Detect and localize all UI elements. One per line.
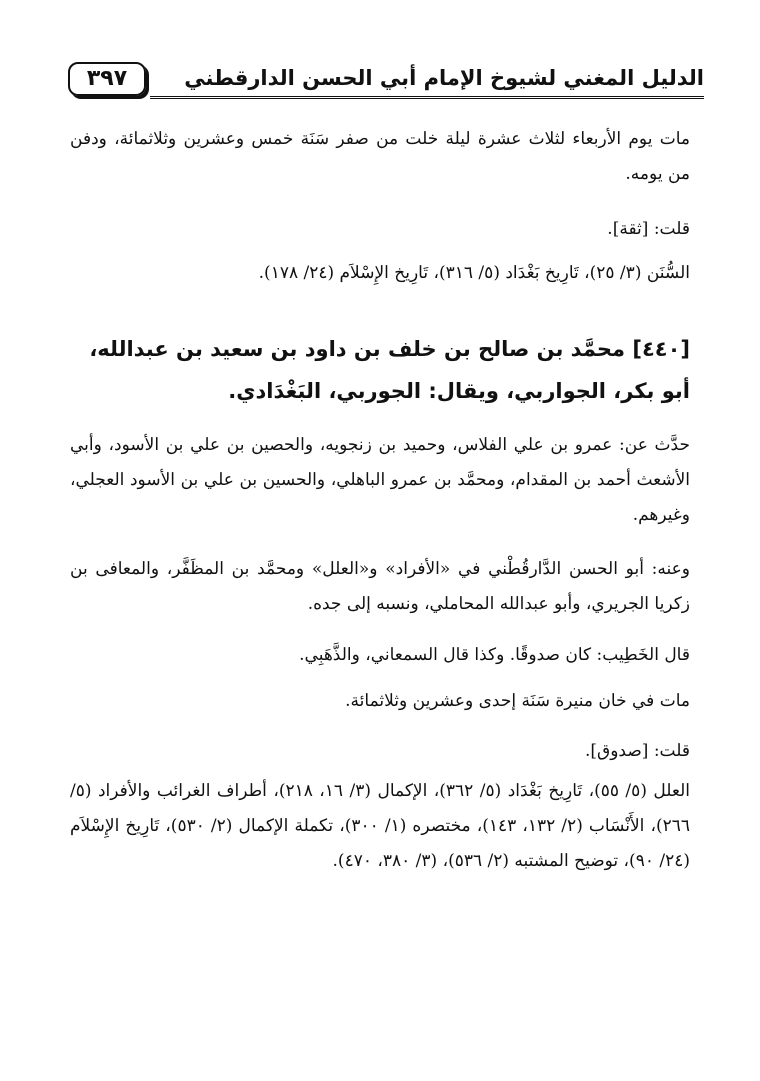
- previous-entry-sources: السُّنَن (٣/ ٢٥)، تَارِيخ بَغْدَاد (٥/ ٣١٦)، تَارِيخ الإِسْلاَم (٢٤/ ١٧٨).: [258, 263, 690, 283]
- page-number: ٣٩٧: [68, 62, 146, 96]
- header-rule: [150, 96, 704, 99]
- entry-death: مات في خان منيرة سَنَة إحدى وعشرين وثلاثمائة.: [345, 691, 690, 711]
- previous-entry-death: مات يوم الأربعاء لثلاث عشرة ليلة خلت من صفر سَنَة خمس وعشرين وثلاثمائة، ودفن من يومه.: [70, 129, 690, 184]
- previous-entry-verdict: قلت: [ثقة].: [607, 219, 690, 239]
- page-header: [68, 58, 704, 100]
- entry-title-line-2: أبو بكر، الجواربي، ويقال: الجوربي، البَغْدَادي.: [228, 379, 690, 403]
- entry-narrated-from: حدَّث عن: عمرو بن علي الفلاس، وحميد بن زنجويه، والحصين بن علي بن الأسود، وأبي الأشعث أحمد بن المقدام، ومحمَّد بن عمرو الباهلي، والحسين بن علي بن الأسود العجلي، وغيرهم.: [70, 435, 690, 525]
- running-title: الدليل المغني لشيوخ الإمام أبي الحسن الدارقطني: [184, 66, 704, 90]
- entry-title-line-1: [٤٤٠] محمَّد بن صالح بن خلف بن داود بن سعيد بن عبدالله،: [89, 337, 690, 361]
- entry-narrators: وعنه: أبو الحسن الدَّارقُطْني في «الأفراد» و«العلل» ومحمَّد بن المظَفَّر، والمعافى بن زكريا الجريري، وأبو عبدالله المحاملي، ونسبه إلى جده.: [70, 559, 690, 614]
- entry-khatib-verdict: قال الخَطِيب: كان صدوقًا. وكذا قال السمعاني، والذَّهَبِي.: [299, 645, 690, 665]
- entry-verdict: قلت: [صدوق].: [584, 741, 690, 761]
- entry-sources: العلل (٥/ ٥٥)، تَارِيخ بَغْدَاد (٥/ ٣٦٢)، الإكمال (٣/ ١٦، ٢١٨)، أطراف الغرائب والأفراد (٥/ ٢٦٦)، الأَنْسَاب (٢/ ١٣٢، ١٤٣)، مختصره (١/ ٣٠٠)، تكملة الإكمال (٢/ ٥٣٠)، تَارِيخ الإِسْلاَم (٢٤/ ٩٠)، توضيح المشتبه (٢/ ٥٣٦)، (٣/ ٣٨٠، ٤٧٠).: [70, 781, 690, 871]
